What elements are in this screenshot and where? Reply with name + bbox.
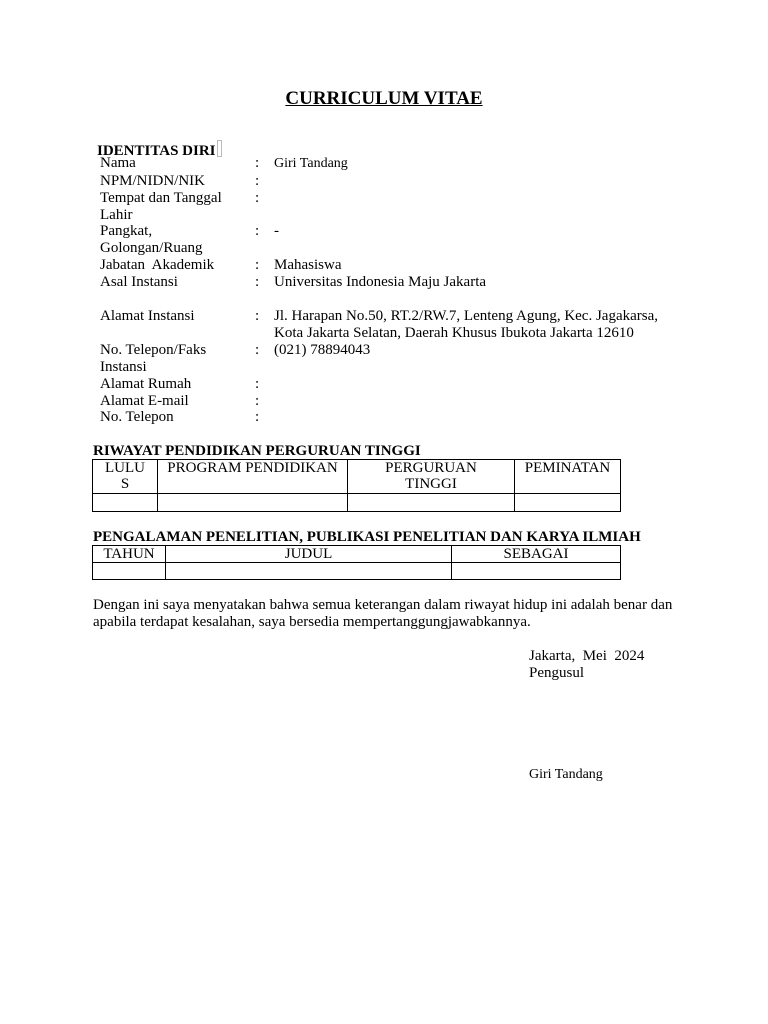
- statement-paragraph: Dengan ini saya menyatakan bahwa semua keterangan dalam riwayat hidup ini adalah benar dan apabila terdapat kesalahan, saya bersedia mempertanggungjawabkannya.: [93, 597, 673, 630]
- identity-sep: :: [255, 409, 260, 425]
- identity-sep: :: [255, 274, 260, 290]
- identity-label-ttl: Tempat dan Tanggal Lahir: [100, 190, 222, 223]
- signature-role: Pengusul: [529, 665, 585, 681]
- research-col-tahun: TAHUN: [93, 546, 166, 563]
- research-table: [92, 545, 621, 580]
- identity-value-nama: Giri Tandang: [274, 156, 348, 171]
- education-heading: RIWAYAT PENDIDIKAN PERGURUAN TINGGI: [93, 443, 421, 459]
- identity-label-asal-instansi: Asal Instansi: [100, 274, 178, 290]
- identity-label-email: Alamat E-mail: [100, 393, 189, 409]
- research-cell: [452, 563, 621, 580]
- identity-sep: :: [255, 190, 260, 206]
- identity-value-asal-instansi: Universitas Indonesia Maju Jakarta: [274, 274, 487, 290]
- identity-sep: :: [255, 308, 260, 324]
- identity-label-nama: Nama: [100, 155, 136, 171]
- identity-label-alamat-instansi: Alamat Instansi: [100, 308, 195, 324]
- identity-label-pangkat: Pangkat, Golongan/Ruang: [100, 223, 203, 256]
- research-col-sebagai: SEBAGAI: [452, 546, 621, 563]
- signature-place-date: Jakarta, Mei 2024: [529, 648, 645, 664]
- identity-heading-text: IDENTITAS DIRI: [97, 143, 216, 159]
- identity-label-jabatan: Jabatan Akademik: [100, 257, 215, 273]
- education-col-peminatan: PEMINATAN: [515, 460, 621, 494]
- identity-sep: :: [255, 155, 260, 171]
- identity-sep: :: [255, 376, 260, 392]
- education-header-row: [93, 460, 621, 494]
- table-row: [93, 494, 621, 512]
- education-table: [92, 459, 621, 512]
- research-heading: PENGALAMAN PENELITIAN, PUBLIKASI PENELITIAN DAN KARYA ILMIAH: [93, 529, 641, 545]
- education-cell: [348, 494, 515, 512]
- identity-label-npm: NPM/NIDN/NIK: [100, 173, 205, 189]
- identity-value-jabatan: Mahasiswa: [274, 257, 342, 273]
- table-row: [93, 563, 621, 580]
- identity-value-alamat-instansi: Jl. Harapan No.50, RT.2/RW.7, Lenteng Agung, Kec. Jagakarsa, Kota Jakarta Selatan, Daerah Khusus Ibukota Jakarta 12610: [274, 308, 659, 341]
- education-col-perguruan: [348, 460, 515, 494]
- identity-value-telepon-instansi: (021) 78894043: [274, 342, 371, 358]
- education-col-lulus: [93, 460, 158, 494]
- research-cell: [93, 563, 166, 580]
- education-cell: [515, 494, 621, 512]
- identity-sep: :: [255, 257, 260, 273]
- research-col-judul: JUDUL: [166, 546, 452, 563]
- identity-sep: :: [255, 342, 260, 358]
- identity-value-pangkat: -: [274, 223, 279, 239]
- text-cursor: [217, 140, 222, 157]
- signature-name: Giri Tandang: [529, 767, 603, 782]
- identity-label-alamat-rumah: Alamat Rumah: [100, 376, 192, 392]
- education-col-program: PROGRAM PENDIDIKAN: [158, 460, 348, 494]
- identity-sep: :: [255, 393, 260, 409]
- identity-label-telepon-instansi: No. Telepon/Faks Instansi: [100, 342, 207, 375]
- research-cell: [166, 563, 452, 580]
- education-cell: [93, 494, 158, 512]
- education-col-lulus-text: LULUS: [105, 460, 145, 492]
- education-col-perguruan-text: PERGURUAN TINGGI: [385, 460, 477, 492]
- identity-label-telepon: No. Telepon: [100, 409, 174, 425]
- research-header-row: [93, 546, 621, 563]
- identity-sep: :: [255, 223, 260, 239]
- education-cell: [158, 494, 348, 512]
- identity-sep: :: [255, 173, 260, 189]
- page-title: CURRICULUM VITAE: [285, 88, 483, 109]
